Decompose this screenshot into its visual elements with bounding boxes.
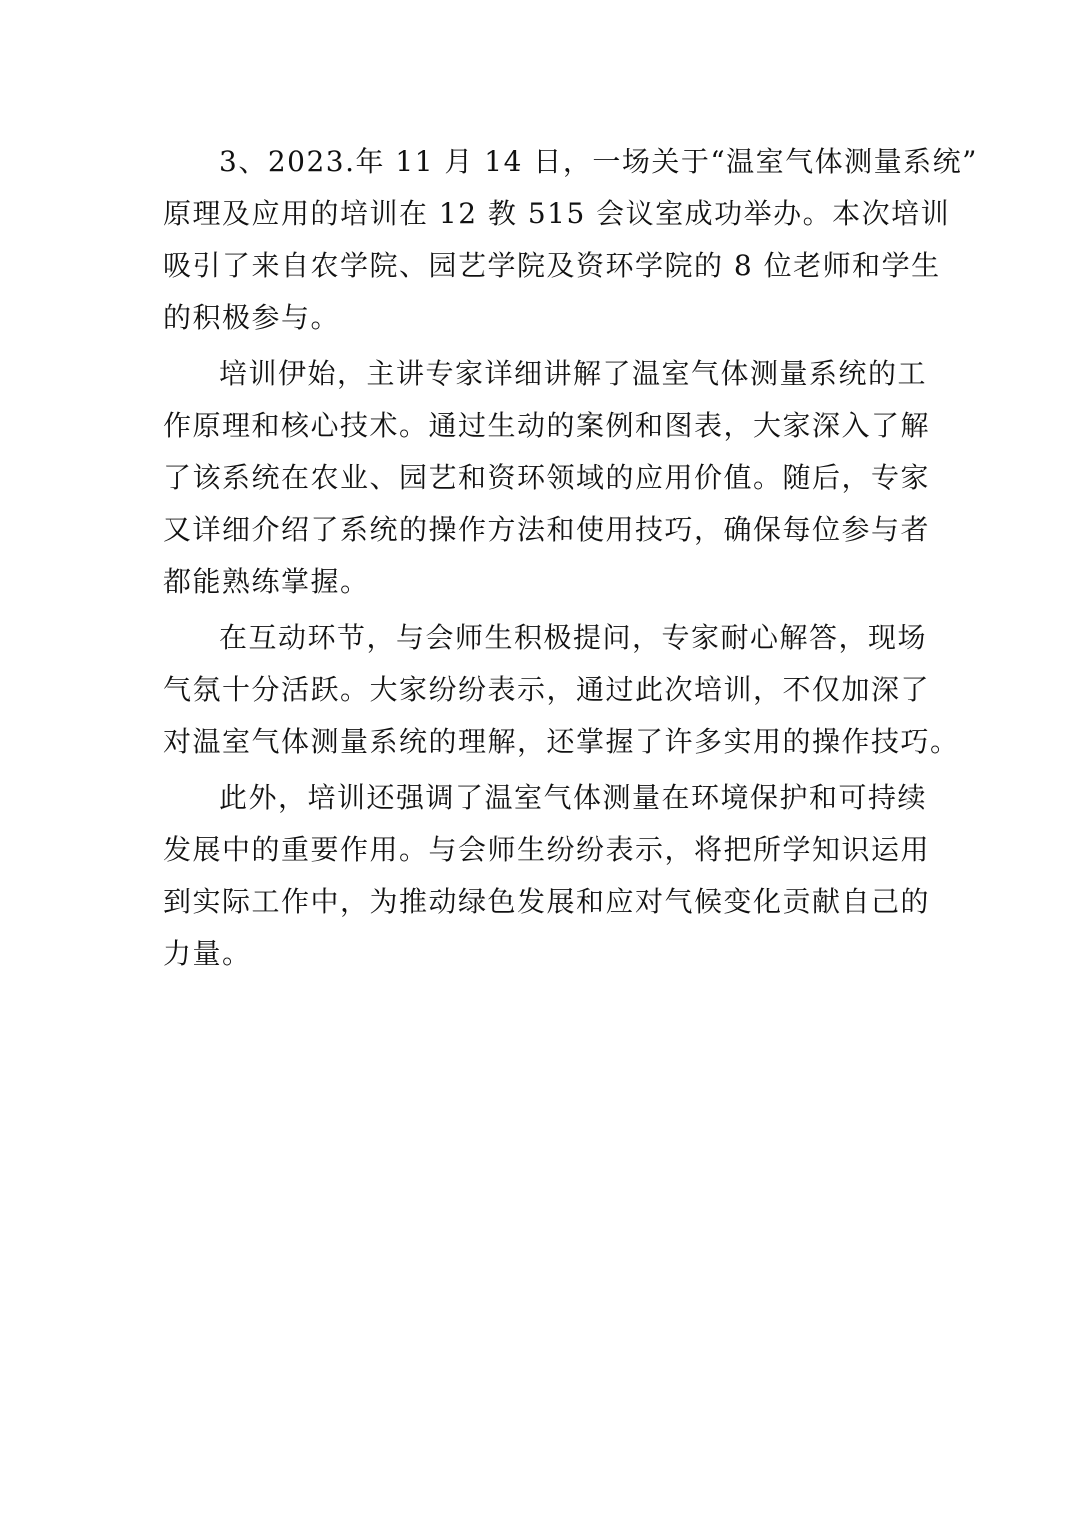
text-line: 的积极参与。	[163, 301, 341, 334]
text-line: 培训伊始，主讲专家详细讲解了温室气体测量系统的工	[219, 357, 928, 390]
document-body	[163, 136, 978, 984]
text-line: 原理及应用的培训在 12 教 515 会议室成功举办。本次培训	[163, 197, 951, 230]
text-line: 此外，培训还强调了温室气体测量在环境保护和可持续	[219, 781, 928, 814]
text-line: 力量。	[163, 937, 252, 970]
text-line: 气氛十分活跃。大家纷纷表示，通过此次培训，不仅加深了	[163, 673, 931, 706]
text-line: 在互动环节，与会师生积极提问，专家耐心解答，现场	[219, 621, 928, 654]
paragraph-3	[163, 612, 960, 768]
paragraph-4	[163, 772, 931, 980]
text-line: 吸引了来自农学院、园艺学院及资环学院的 8 位老师和学生	[163, 249, 941, 282]
text-line: 作原理和核心技术。通过生动的案例和图表，大家深入了解	[163, 409, 931, 442]
text-line: 都能熟练掌握。	[163, 565, 370, 598]
text-line: 发展中的重要作用。与会师生纷纷表示，将把所学知识运用	[163, 833, 931, 866]
text-line: 对温室气体测量系统的理解，还掌握了许多实用的操作技巧。	[163, 725, 960, 758]
text-line: 了该系统在农业、园艺和资环领域的应用价值。随后，专家	[163, 461, 931, 494]
text-line: 到实际工作中，为推动绿色发展和应对气候变化贡献自己的	[163, 885, 931, 918]
paragraph-2	[163, 348, 931, 608]
paragraph-1	[163, 136, 978, 344]
text-line: 3、2023.年 11 月 14 日，一场关于“温室气体测量系统”	[219, 145, 978, 178]
text-line: 又详细介绍了系统的操作方法和使用技巧，确保每位参与者	[163, 513, 931, 546]
